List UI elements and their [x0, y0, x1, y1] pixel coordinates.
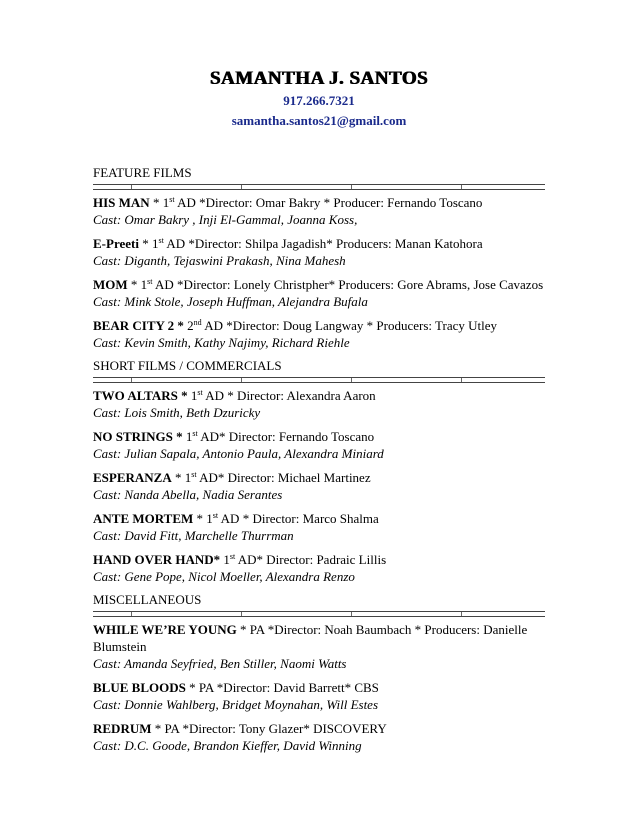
credit-cast: Cast: D.C. Goode, Brandon Kieffer, David Winning — [93, 738, 362, 753]
credit-title: MOM — [93, 277, 128, 292]
resume-header — [0, 68, 638, 129]
credit-line — [93, 428, 545, 445]
credit-line — [93, 194, 545, 211]
credit-title: BLUE BLOODS — [93, 680, 186, 695]
credit-ordinal: 1 — [190, 388, 198, 403]
credit-ordinal-suffix: st — [169, 195, 175, 204]
credit-entry — [93, 235, 545, 269]
credit-separator: * — [193, 511, 207, 526]
credit-separator: * — [149, 195, 163, 210]
credit-details: AD* Director: Michael Martinez — [196, 470, 371, 485]
credit-ordinal-suffix: st — [147, 277, 153, 286]
credit-line — [93, 551, 545, 568]
credit-details: AD *Director: Lonely Christpher* Producers: Gore Abrams, Jose Cavazos — [152, 277, 544, 292]
credit-ordinal-suffix: st — [212, 511, 219, 520]
credit-title: TWO ALTARS * — [93, 388, 188, 403]
credit-title: ANTE MORTEM — [93, 511, 194, 526]
credit-cast: Cast: Julian Sapala, Antonio Paula, Alexandra Miniard — [93, 446, 384, 461]
credit-title: E-Preeti — [93, 236, 139, 251]
credit-cast: Cast: Lois Smith, Beth Dzuricky — [93, 405, 261, 420]
credit-title: ESPERANZA — [93, 470, 172, 485]
credit-line — [93, 510, 545, 527]
credit-line — [93, 387, 545, 404]
email-link[interactable]: samantha.santos21@gmail.com — [231, 113, 407, 128]
credit-cast: Cast: Omar Bakry , Inji El-Gammal, Joanna Koss, — [93, 212, 358, 227]
credit-line — [93, 621, 545, 655]
credit-entry — [93, 387, 545, 421]
credit-line — [93, 276, 545, 293]
credit-entry — [93, 679, 545, 713]
credit-entry — [93, 621, 545, 672]
credit-title: WHILE WE’RE YOUNG — [93, 622, 237, 637]
credit-title: BEAR CITY 2 * — [93, 318, 184, 333]
credit-ordinal: 2 — [187, 318, 194, 333]
credit-ordinal: 1 — [162, 195, 170, 210]
credit-details: AD * Director: Marco Shalma — [218, 511, 379, 526]
credit-ordinal: 1 — [151, 236, 159, 251]
credit-ordinal-suffix: st — [192, 429, 198, 438]
section-miscellaneous — [93, 592, 545, 754]
credit-line — [93, 720, 545, 737]
section-divider — [93, 184, 545, 190]
credit-line — [93, 469, 545, 486]
credit-entry — [93, 428, 545, 462]
credit-entry — [93, 551, 545, 585]
credit-entry — [93, 194, 545, 228]
resume-body — [93, 165, 545, 761]
credit-line — [93, 679, 545, 696]
credit-separator: * — [127, 277, 141, 292]
credit-cast: Cast: Nanda Abella, Nadia Serantes — [93, 487, 283, 502]
section-title: FEATURE FILMS — [93, 165, 192, 180]
credit-line — [93, 235, 545, 252]
applicant-name: SAMANTHA J. SANTOS — [209, 68, 429, 89]
credit-entry — [93, 510, 545, 544]
section-divider — [93, 377, 545, 383]
credit-entry — [93, 469, 545, 503]
credit-details: AD* Director: Fernando Toscano — [197, 429, 375, 444]
credit-details: AD * Director: Alexandra Aaron — [202, 388, 376, 403]
credit-details: * PA *Director: David Barrett* CBS — [185, 680, 379, 695]
section-short-films — [93, 358, 545, 585]
credit-details: AD *Director: Omar Bakry * Producer: Fernando Toscano — [174, 195, 483, 210]
credit-line — [93, 317, 545, 334]
credit-title: REDRUM — [93, 721, 152, 736]
credit-cast: Cast: Donnie Wahlberg, Bridget Moynahan, Will Estes — [93, 697, 379, 712]
credit-ordinal-suffix: st — [229, 552, 236, 561]
credit-title: HAND OVER HAND* — [93, 552, 221, 567]
credit-title: NO STRINGS * — [93, 429, 183, 444]
credit-cast: Cast: Amanda Seyfried, Ben Stiller, Naomi Watts — [93, 656, 347, 671]
credit-ordinal: 1 — [185, 429, 193, 444]
credit-ordinal: 1 — [206, 511, 213, 526]
credit-ordinal-suffix: st — [197, 388, 203, 397]
credit-ordinal-suffix: nd — [193, 318, 202, 327]
credit-separator: * — [171, 470, 185, 485]
credit-ordinal: 1 — [223, 552, 230, 567]
credit-entry — [93, 317, 545, 351]
credit-details: AD *Director: Doug Langway * Producers: Tracy Utley — [201, 318, 497, 333]
section-feature-films — [93, 165, 545, 351]
credit-ordinal-suffix: st — [158, 236, 164, 245]
credit-ordinal: 1 — [184, 470, 192, 485]
credit-details: * PA *Director: Noah Baumbach * Producers: Danielle Blumstein — [93, 622, 528, 654]
credit-details: AD* Director: Padraic Lillis — [235, 552, 387, 567]
credit-details: AD *Director: Shilpa Jagadish* Producers: Manan Katohora — [163, 236, 483, 251]
credit-entry — [93, 276, 545, 310]
credit-cast: Cast: Kevin Smith, Kathy Najimy, Richard Riehle — [93, 335, 350, 350]
credit-ordinal-suffix: st — [191, 470, 197, 479]
credit-separator: * — [138, 236, 152, 251]
section-title: MISCELLANEOUS — [93, 592, 202, 607]
credit-cast: Cast: David Fitt, Marchelle Thurrman — [93, 528, 294, 543]
section-title: SHORT FILMS / COMMERCIALS — [93, 358, 282, 373]
credit-title: HIS MAN — [93, 195, 150, 210]
credit-cast: Cast: Diganth, Tejaswini Prakash, Nina Mahesh — [93, 253, 346, 268]
credit-cast: Cast: Gene Pope, Nicol Moeller, Alexandra Renzo — [93, 569, 355, 584]
phone-number: 917.266.7321 — [283, 93, 355, 108]
credit-cast: Cast: Mink Stole, Joseph Huffman, Alejandra Bufala — [93, 294, 368, 309]
section-divider — [93, 611, 545, 617]
credit-ordinal: 1 — [140, 277, 148, 292]
credit-details: * PA *Director: Tony Glazer* DISCOVERY — [151, 721, 387, 736]
credit-entry — [93, 720, 545, 754]
